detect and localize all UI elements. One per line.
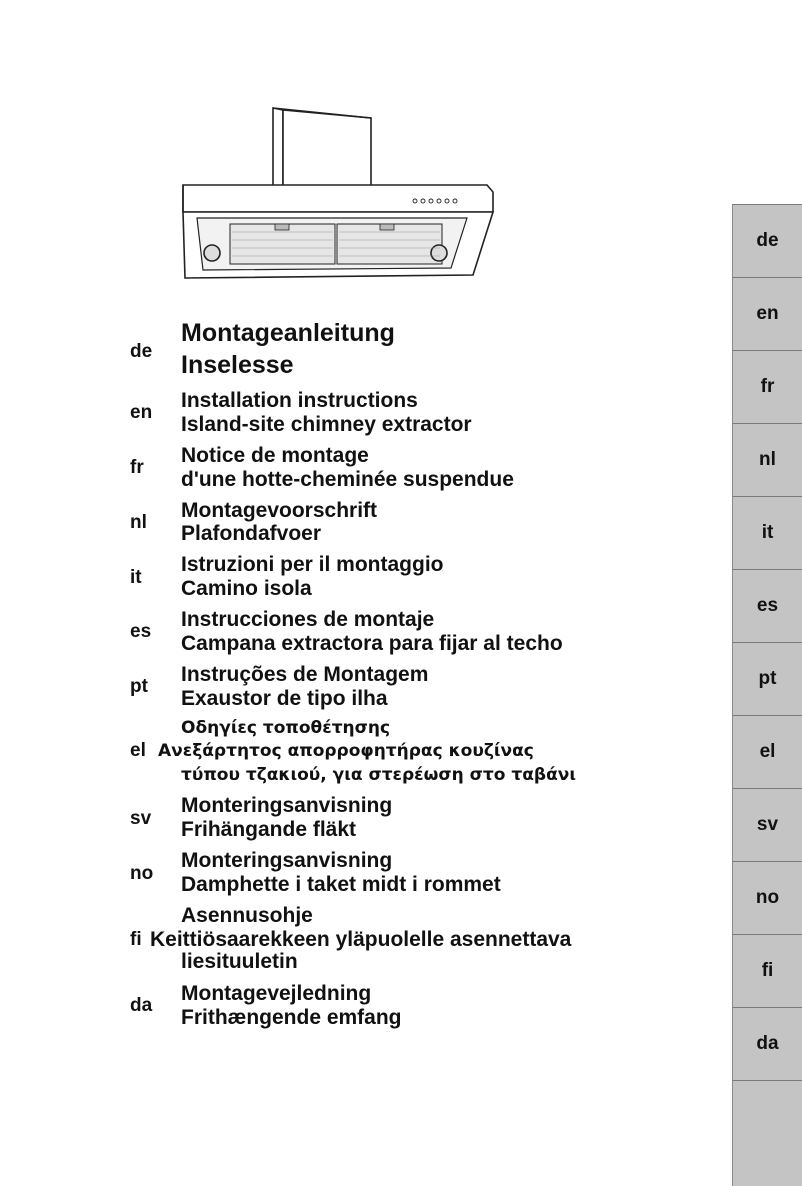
lang-code: el — [130, 740, 146, 761]
title-line1: Montagevejledning — [181, 982, 372, 1005]
title-line2: Frihängande fläkt — [181, 818, 357, 841]
title-line2: Campana extractora para fijar al techo — [181, 632, 563, 655]
lang-code: en — [130, 402, 153, 423]
language-tab-bar — [732, 204, 802, 1113]
tab-en[interactable]: en — [732, 277, 802, 350]
title-line1: Montagevoorschrift — [181, 499, 378, 522]
title-line1: Monteringsanvisning — [181, 794, 393, 817]
tab-fi[interactable]: fi — [732, 934, 802, 1007]
title-line2: Frithængende emfang — [181, 1006, 402, 1029]
tab-el[interactable]: el — [732, 715, 802, 788]
title-line2: Exaustor de tipo ilha — [181, 687, 388, 710]
lang-code: da — [130, 995, 153, 1016]
lang-code: sv — [130, 808, 152, 829]
title-line2: Inselesse — [181, 351, 294, 379]
lang-code: de — [130, 341, 153, 362]
lang-code: fi — [130, 929, 142, 950]
lang-code: nl — [130, 512, 147, 533]
title-line1: Istruzioni per il montaggio — [181, 553, 444, 576]
extractor-hood-illustration — [175, 100, 500, 285]
tab-fr[interactable]: fr — [732, 350, 802, 423]
title-line1: Instruções de Montagem — [181, 663, 429, 686]
tab-sv[interactable]: sv — [732, 788, 802, 861]
title-line1: Notice de montage — [181, 444, 369, 467]
lang-code: es — [130, 621, 152, 642]
title-line2: Ανεξάρτητος απορροφητήρας κουζίνας — [158, 741, 534, 761]
tab-da[interactable]: da — [732, 1007, 802, 1080]
tab-it[interactable]: it — [732, 496, 802, 569]
title-line1: Asennusohje — [181, 904, 313, 927]
tab-filler — [732, 1080, 802, 1186]
title-line2: Keittiösaarekkeen yläpuolelle asennettava — [150, 928, 572, 951]
tab-no[interactable]: no — [732, 861, 802, 934]
title-line1: Montageanleitung — [181, 319, 395, 347]
lang-code: pt — [130, 676, 148, 697]
title-line1: Monteringsanvisning — [181, 849, 393, 872]
lang-code: fr — [130, 457, 144, 478]
title-line1: Installation instructions — [181, 389, 418, 412]
tab-nl[interactable]: nl — [732, 423, 802, 496]
tab-de[interactable]: de — [732, 204, 802, 277]
tab-es[interactable]: es — [732, 569, 802, 642]
title-line1: Οδηγίες τοποθέτησης — [181, 718, 391, 738]
title-line2: d'une hotte-cheminée suspendue — [181, 468, 514, 491]
title-line2: Damphette i taket midt i rommet — [181, 873, 501, 896]
title-line2: Plafondafvoer — [181, 522, 322, 545]
title-line2: Camino isola — [181, 577, 312, 600]
title-line2: Island-site chimney extractor — [181, 413, 472, 436]
tab-pt[interactable]: pt — [732, 642, 802, 715]
title-line3: τύπου τζακιού, για στερέωση στο ταβάνι — [181, 765, 576, 785]
lang-code: no — [130, 863, 154, 884]
title-line1: Instrucciones de montaje — [181, 608, 435, 631]
title-line3: liesituuletin — [181, 950, 298, 973]
lang-code: it — [130, 567, 142, 588]
